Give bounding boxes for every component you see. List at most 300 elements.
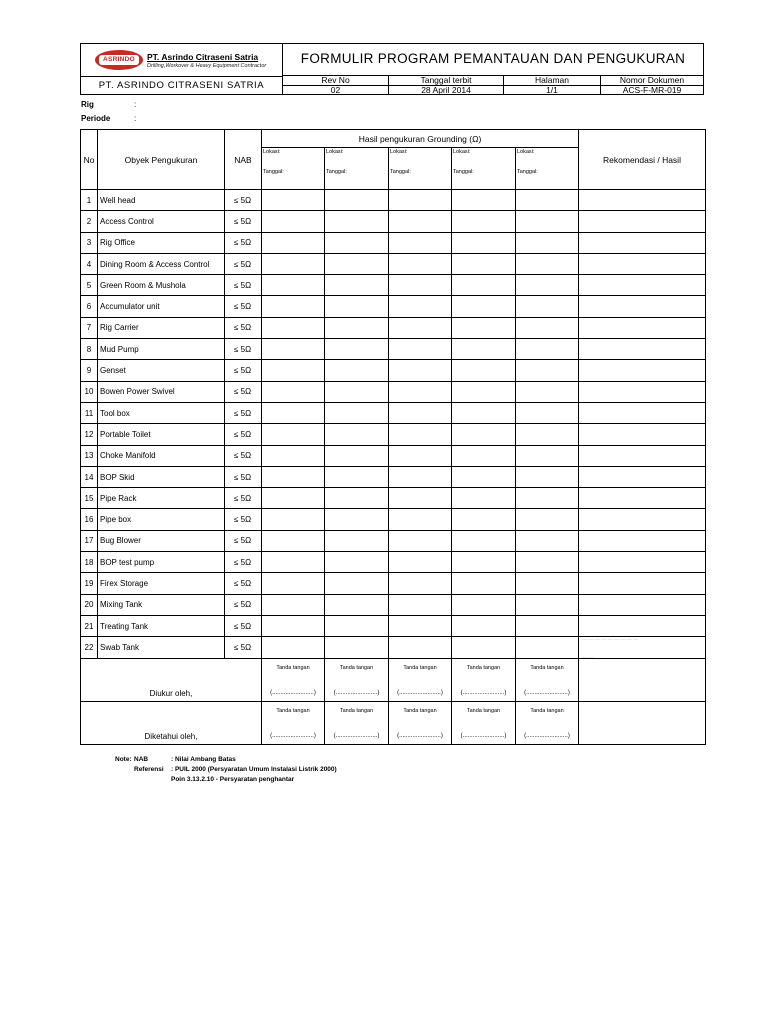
measurement-cell-1[interactable] (262, 296, 325, 317)
meta-value: 28 April 2014 (421, 85, 471, 95)
measurement-cell-1[interactable] (262, 381, 325, 402)
measurement-cell-3[interactable] (389, 211, 452, 232)
signature-cell[interactable] (262, 658, 325, 701)
asrindo-logo-icon (95, 50, 143, 70)
measurement-cell-1[interactable] (262, 424, 325, 445)
meta-label: Rev No (283, 76, 388, 86)
measurement-cell-5[interactable] (516, 317, 579, 338)
measurement-cell-3[interactable] (389, 360, 452, 381)
table-row (81, 402, 706, 423)
location-header-2 (325, 148, 389, 190)
rekomendasi-cell[interactable] (579, 509, 706, 530)
measurement-cell-2[interactable] (325, 424, 389, 445)
signature-cell[interactable] (262, 701, 325, 744)
meta-label: Tanggal terbit (389, 76, 503, 86)
location-header-5 (516, 148, 579, 190)
object-name: BOP Skid (98, 466, 225, 487)
measurement-cell-5[interactable] (516, 253, 579, 274)
nab-value: ≤ 5Ω (225, 296, 262, 317)
nab-value: ≤ 5Ω (225, 232, 262, 253)
rekomendasi-cell[interactable] (579, 488, 706, 509)
form-header (80, 43, 704, 95)
tanda-tangan-label: Tanda tangan (339, 664, 374, 671)
meta-value: 1/1 (546, 85, 558, 95)
signature-line: (.........................) (270, 732, 316, 739)
measurement-cell-2[interactable] (325, 339, 389, 360)
measurement-cell-2[interactable] (325, 637, 389, 658)
measurement-cell-1[interactable] (262, 445, 325, 466)
row-number: 14 (81, 466, 98, 487)
rekomendasi-cell[interactable] (579, 658, 706, 701)
row-number: 4 (81, 253, 98, 274)
measurement-cell-1[interactable] (262, 317, 325, 338)
object-name: Genset (98, 360, 225, 381)
object-name: Rig Carrier (98, 317, 225, 338)
tanggal-label: Tanggal: (326, 169, 347, 175)
measurement-cell-1[interactable] (262, 253, 325, 274)
measurement-cell-3[interactable] (389, 402, 452, 423)
object-name: Dining Room & Access Control (98, 253, 225, 274)
table-body (81, 190, 706, 659)
signature-cell[interactable] (452, 658, 516, 701)
measurement-cell-2[interactable] (325, 360, 389, 381)
col-object-header: Obyek Pengukuran (98, 130, 225, 190)
measurement-cell-4[interactable] (452, 190, 516, 211)
row-number: 18 (81, 552, 98, 573)
nab-value: ≤ 5Ω (225, 360, 262, 381)
row-number: 2 (81, 211, 98, 232)
rekomendasi-cell[interactable] (579, 530, 706, 551)
measurement-cell-4[interactable] (452, 253, 516, 274)
measurement-cell-5[interactable] (516, 573, 579, 594)
meta-tanggal (388, 76, 503, 95)
measurement-cell-4[interactable] (452, 381, 516, 402)
faint-mark: — — (582, 655, 594, 661)
measurement-cell-2[interactable] (325, 594, 389, 615)
measurement-cell-4[interactable] (452, 339, 516, 360)
measurement-cell-4[interactable] (452, 275, 516, 296)
measurement-cell-4[interactable] (452, 296, 516, 317)
object-name: Rig Office (98, 232, 225, 253)
rekomendasi-cell[interactable] (579, 317, 706, 338)
meta-value: ACS-F-MR-019 (622, 85, 682, 95)
measurement-cell-5[interactable] (516, 211, 579, 232)
signature-line: (.........................) (397, 689, 443, 696)
object-name: Treating Tank (98, 615, 225, 636)
object-name: BOP test pump (98, 552, 225, 573)
col-nab-header: NAB (225, 130, 262, 190)
location-header-1 (262, 148, 325, 190)
row-number: 16 (81, 509, 98, 530)
measurement-cell-1[interactable] (262, 339, 325, 360)
measurement-cell-5[interactable] (516, 530, 579, 551)
measurement-cell-1[interactable] (262, 275, 325, 296)
table-row (81, 509, 706, 530)
nab-value: ≤ 5Ω (225, 573, 262, 594)
form-title: FORMULIR PROGRAM PEMANTAUAN DAN PENGUKURAN (300, 51, 686, 66)
signature-cell[interactable] (516, 701, 579, 744)
signature-line: (.........................) (333, 689, 380, 696)
tanda-tangan-label: Tanda tangan (530, 707, 564, 714)
row-number: 20 (81, 594, 98, 615)
location-header-3 (389, 148, 452, 190)
nab-value: ≤ 5Ω (225, 211, 262, 232)
measurement-cell-4[interactable] (452, 424, 516, 445)
rekomendasi-cell[interactable] (579, 339, 706, 360)
measurement-cell-3[interactable] (389, 445, 452, 466)
tanda-tangan-label: Tanda tangan (403, 664, 437, 671)
referensi-text: : PUIL 2000 (Persyaratan Umum Instalasi Listrik 2000) (171, 766, 337, 773)
measurement-cell-1[interactable] (262, 573, 325, 594)
meta-rev (283, 76, 388, 95)
row-number: 21 (81, 615, 98, 636)
signature-line: (.........................) (397, 732, 443, 739)
nab-value: ≤ 5Ω (225, 445, 262, 466)
measurement-cell-5[interactable] (516, 509, 579, 530)
table-row (81, 424, 706, 445)
measurement-cell-5[interactable] (516, 424, 579, 445)
measurement-cell-4[interactable] (452, 360, 516, 381)
note-label: Note: (115, 756, 132, 763)
referensi-label: Referensi (134, 766, 164, 773)
object-name: Green Room & Mushola (98, 275, 225, 296)
lokasi-label: Lokasi: (326, 149, 344, 155)
table-row (81, 275, 706, 296)
nab-value: ≤ 5Ω (225, 190, 262, 211)
measurement-cell-3[interactable] (389, 466, 452, 487)
nab-value: ≤ 5Ω (225, 381, 262, 402)
table-row (81, 381, 706, 402)
object-name: Access Control (98, 211, 225, 232)
measurement-cell-5[interactable] (516, 232, 579, 253)
measurement-cell-4[interactable] (452, 552, 516, 573)
col-no-header: No (81, 130, 98, 190)
object-name: Well head (98, 190, 225, 211)
table-row (81, 573, 706, 594)
signature-line: (.........................) (333, 732, 380, 739)
rekomendasi-cell[interactable] (579, 275, 706, 296)
nab-value: ≤ 5Ω (225, 509, 262, 530)
measurement-cell-4[interactable] (452, 445, 516, 466)
measurement-cell-1[interactable] (262, 466, 325, 487)
logo-cell (81, 44, 283, 76)
signature-cell[interactable] (452, 701, 516, 744)
rekomendasi-cell[interactable] (579, 232, 706, 253)
meta-label: Nomor Dokumen (601, 76, 703, 86)
tanda-tangan-label: Tanda tangan (466, 664, 501, 671)
measurement-cell-5[interactable] (516, 296, 579, 317)
measurement-cell-1[interactable] (262, 360, 325, 381)
row-number: 15 (81, 488, 98, 509)
measurement-cell-2[interactable] (325, 530, 389, 551)
col-rekomendasi-header: Rekomendasi / Hasil (579, 130, 706, 190)
measurement-cell-3[interactable] (389, 509, 452, 530)
measurement-table (80, 129, 706, 745)
meta-value: 02 (330, 85, 341, 95)
nab-value: ≤ 5Ω (225, 637, 262, 658)
company-tagline: Drilling,Workover & Heavy Equipment Contractor (147, 63, 267, 69)
rekomendasi-cell[interactable] (579, 296, 706, 317)
measurement-cell-1[interactable] (262, 552, 325, 573)
table-row (81, 339, 706, 360)
lokasi-label: Lokasi: (517, 149, 535, 155)
measurement-cell-4[interactable] (452, 594, 516, 615)
measurement-cell-2[interactable] (325, 296, 389, 317)
nab-value: ≤ 5Ω (225, 594, 262, 615)
object-name: Firex Storage (98, 573, 225, 594)
measurement-cell-3[interactable] (389, 573, 452, 594)
rekomendasi-cell[interactable] (579, 402, 706, 423)
measurement-cell-5[interactable] (516, 381, 579, 402)
diketahui-oleh-label: Diketahui oleh, (81, 701, 262, 744)
signature-line: (.........................) (460, 732, 507, 739)
measurement-cell-5[interactable] (516, 594, 579, 615)
measurement-cell-2[interactable] (325, 317, 389, 338)
tanggal-label: Tanggal: (263, 169, 284, 175)
rekomendasi-cell[interactable] (579, 466, 706, 487)
meta-label: Halaman (504, 76, 600, 86)
measurement-cell-1[interactable] (262, 509, 325, 530)
measurement-cell-2[interactable] (325, 190, 389, 211)
measurement-cell-1[interactable] (262, 211, 325, 232)
row-number: 19 (81, 573, 98, 594)
rekomendasi-cell[interactable] (579, 381, 706, 402)
rekomendasi-cell[interactable] (579, 211, 706, 232)
measurement-cell-4[interactable] (452, 466, 516, 487)
measurement-cell-2[interactable] (325, 381, 389, 402)
tanda-tangan-label: Tanda tangan (276, 664, 310, 671)
nab-value: ≤ 5Ω (225, 317, 262, 338)
table-row (81, 552, 706, 573)
nab-term: NAB (134, 756, 149, 763)
lokasi-label: Lokasi: (453, 149, 471, 155)
measurement-cell-4[interactable] (452, 317, 516, 338)
tanda-tangan-label: Tanda tangan (339, 707, 374, 714)
meta-nomor (600, 76, 703, 95)
logo-text: ASRINDO (99, 55, 139, 65)
meta-halaman (503, 76, 600, 95)
table-row (81, 445, 706, 466)
table-row (81, 466, 706, 487)
location-header-4 (452, 148, 516, 190)
object-name: Accumulator unit (98, 296, 225, 317)
measurement-cell-5[interactable] (516, 615, 579, 636)
measurement-cell-3[interactable] (389, 253, 452, 274)
rig-colon: : (134, 100, 137, 109)
measurement-cell-3[interactable] (389, 424, 452, 445)
nab-value: ≤ 5Ω (225, 530, 262, 551)
object-name: Swab Tank (98, 637, 225, 658)
diukur-oleh-label: Diukur oleh, (81, 658, 262, 701)
lokasi-label: Lokasi: (263, 149, 281, 155)
tanggal-label: Tanggal: (453, 169, 474, 175)
measurement-cell-2[interactable] (325, 211, 389, 232)
table-row (81, 360, 706, 381)
rekomendasi-cell[interactable] (579, 360, 706, 381)
object-name: Portable Toilet (98, 424, 225, 445)
company-name: PT. Asrindo Citraseni Satria (147, 52, 259, 62)
rekomendasi-cell[interactable] (579, 253, 706, 274)
nab-value: ≤ 5Ω (225, 488, 262, 509)
measurement-cell-2[interactable] (325, 552, 389, 573)
table-row (81, 594, 706, 615)
nab-value: ≤ 5Ω (225, 615, 262, 636)
nab-value: ≤ 5Ω (225, 424, 262, 445)
measurement-cell-1[interactable] (262, 594, 325, 615)
row-number: 10 (81, 381, 98, 402)
tanggal-label: Tanggal: (390, 169, 411, 175)
nab-value: ≤ 5Ω (225, 466, 262, 487)
row-number: 6 (81, 296, 98, 317)
measurement-cell-4[interactable] (452, 402, 516, 423)
signature-cell[interactable] (389, 701, 452, 744)
signature-line: (.........................) (460, 689, 507, 696)
measurement-cell-4[interactable] (452, 211, 516, 232)
measurement-cell-3[interactable] (389, 615, 452, 636)
signature-cell[interactable] (389, 658, 452, 701)
nab-value: ≤ 5Ω (225, 339, 262, 360)
rekomendasi-cell[interactable] (579, 573, 706, 594)
measurement-cell-2[interactable] (325, 509, 389, 530)
object-name: Bowen Power Swivel (98, 381, 225, 402)
measurement-cell-2[interactable] (325, 488, 389, 509)
measurement-cell-3[interactable] (389, 317, 452, 338)
row-number: 17 (81, 530, 98, 551)
table-row (81, 253, 706, 274)
measurement-cell-3[interactable] (389, 296, 452, 317)
rekomendasi-cell[interactable] (579, 445, 706, 466)
row-number: 8 (81, 339, 98, 360)
measurement-cell-5[interactable] (516, 637, 579, 658)
signature-line: (.........................) (524, 732, 570, 739)
object-name: Bug Blower (98, 530, 225, 551)
rekomendasi-cell[interactable] (579, 190, 706, 211)
measurement-cell-2[interactable] (325, 445, 389, 466)
signature-cell[interactable] (325, 701, 389, 744)
measurement-cell-1[interactable] (262, 530, 325, 551)
measurement-cell-3[interactable] (389, 232, 452, 253)
measurement-cell-4[interactable] (452, 509, 516, 530)
rekomendasi-cell[interactable] (579, 552, 706, 573)
tanda-tangan-label: Tanda tangan (466, 707, 501, 714)
measurement-cell-1[interactable] (262, 615, 325, 636)
measurement-cell-1[interactable] (262, 488, 325, 509)
poin-text: Poin 3.13.2.10 - Persyaratan penghantar (171, 776, 295, 783)
measurement-cell-5[interactable] (516, 360, 579, 381)
measurement-cell-4[interactable] (452, 637, 516, 658)
object-name: Mud Pump (98, 339, 225, 360)
periode-label: Periode (81, 114, 111, 123)
measurement-cell-5[interactable] (516, 488, 579, 509)
table-row (81, 232, 706, 253)
row-number: 3 (81, 232, 98, 253)
rekomendasi-cell[interactable] (579, 424, 706, 445)
measurement-cell-3[interactable] (389, 637, 452, 658)
periode-colon: : (134, 114, 137, 123)
measurement-cell-3[interactable] (389, 552, 452, 573)
col-grounding-header: Hasil pengukuran Grounding (Ω) (262, 130, 579, 148)
signature-cell[interactable] (325, 658, 389, 701)
nab-value: ≤ 5Ω (225, 253, 262, 274)
signature-cell[interactable] (516, 658, 579, 701)
measurement-cell-5[interactable] (516, 445, 579, 466)
signature-line: (.........................) (270, 689, 316, 696)
measurement-cell-5[interactable] (516, 275, 579, 296)
row-number: 11 (81, 402, 98, 423)
measurement-cell-4[interactable] (452, 573, 516, 594)
measurement-cell-3[interactable] (389, 190, 452, 211)
measurement-cell-3[interactable] (389, 530, 452, 551)
measurement-cell-4[interactable] (452, 530, 516, 551)
nab-value: ≤ 5Ω (225, 552, 262, 573)
rekomendasi-cell[interactable] (579, 701, 706, 744)
row-number: 7 (81, 317, 98, 338)
tanggal-label: Tanggal: (517, 169, 538, 175)
measurement-cell-1[interactable] (262, 232, 325, 253)
measurement-cell-3[interactable] (389, 339, 452, 360)
measurement-cell-4[interactable] (452, 488, 516, 509)
measurement-cell-1[interactable] (262, 637, 325, 658)
measurement-cell-4[interactable] (452, 232, 516, 253)
measurement-cell-2[interactable] (325, 466, 389, 487)
table-row (81, 211, 706, 232)
company-caption: PT. ASRINDO CITRASENI SATRIA (81, 76, 283, 94)
object-name: Mixing Tank (98, 594, 225, 615)
row-number: 9 (81, 360, 98, 381)
measurement-cell-3[interactable] (389, 488, 452, 509)
measurement-cell-3[interactable] (389, 275, 452, 296)
object-name: Choke Manifold (98, 445, 225, 466)
table-row (81, 190, 706, 211)
measurement-cell-5[interactable] (516, 552, 579, 573)
nab-definition: : Nilai Ambang Batas (171, 756, 236, 763)
measurement-cell-5[interactable] (516, 402, 579, 423)
row-number: 22 (81, 637, 98, 658)
object-name: Pipe box (98, 509, 225, 530)
measurement-cell-1[interactable] (262, 402, 325, 423)
measurement-cell-5[interactable] (516, 466, 579, 487)
nab-value: ≤ 5Ω (225, 275, 262, 296)
measurement-cell-4[interactable] (452, 615, 516, 636)
tanda-tangan-label: Tanda tangan (276, 707, 310, 714)
document-meta (283, 75, 703, 94)
measurement-cell-2[interactable] (325, 253, 389, 274)
measurement-cell-1[interactable] (262, 190, 325, 211)
rekomendasi-cell[interactable] (579, 594, 706, 615)
measurement-cell-5[interactable] (516, 339, 579, 360)
measurement-cell-2[interactable] (325, 232, 389, 253)
nab-value: ≤ 5Ω (225, 402, 262, 423)
row-number: 13 (81, 445, 98, 466)
tanda-tangan-label: Tanda tangan (403, 707, 437, 714)
measurement-cell-2[interactable] (325, 402, 389, 423)
object-name: Tool box (98, 402, 225, 423)
measurement-cell-3[interactable] (389, 381, 452, 402)
tanda-tangan-label: Tanda tangan (530, 664, 564, 671)
table-row (81, 296, 706, 317)
measurement-cell-3[interactable] (389, 594, 452, 615)
table-row (81, 615, 706, 636)
measurement-cell-2[interactable] (325, 275, 389, 296)
object-name: Pipe Rack (98, 488, 225, 509)
row-number: 1 (81, 190, 98, 211)
measurement-cell-5[interactable] (516, 190, 579, 211)
measurement-cell-2[interactable] (325, 615, 389, 636)
rekomendasi-cell[interactable] (579, 615, 706, 636)
row-number: 12 (81, 424, 98, 445)
measurement-cell-2[interactable] (325, 573, 389, 594)
signature-line: (.........................) (524, 689, 570, 696)
